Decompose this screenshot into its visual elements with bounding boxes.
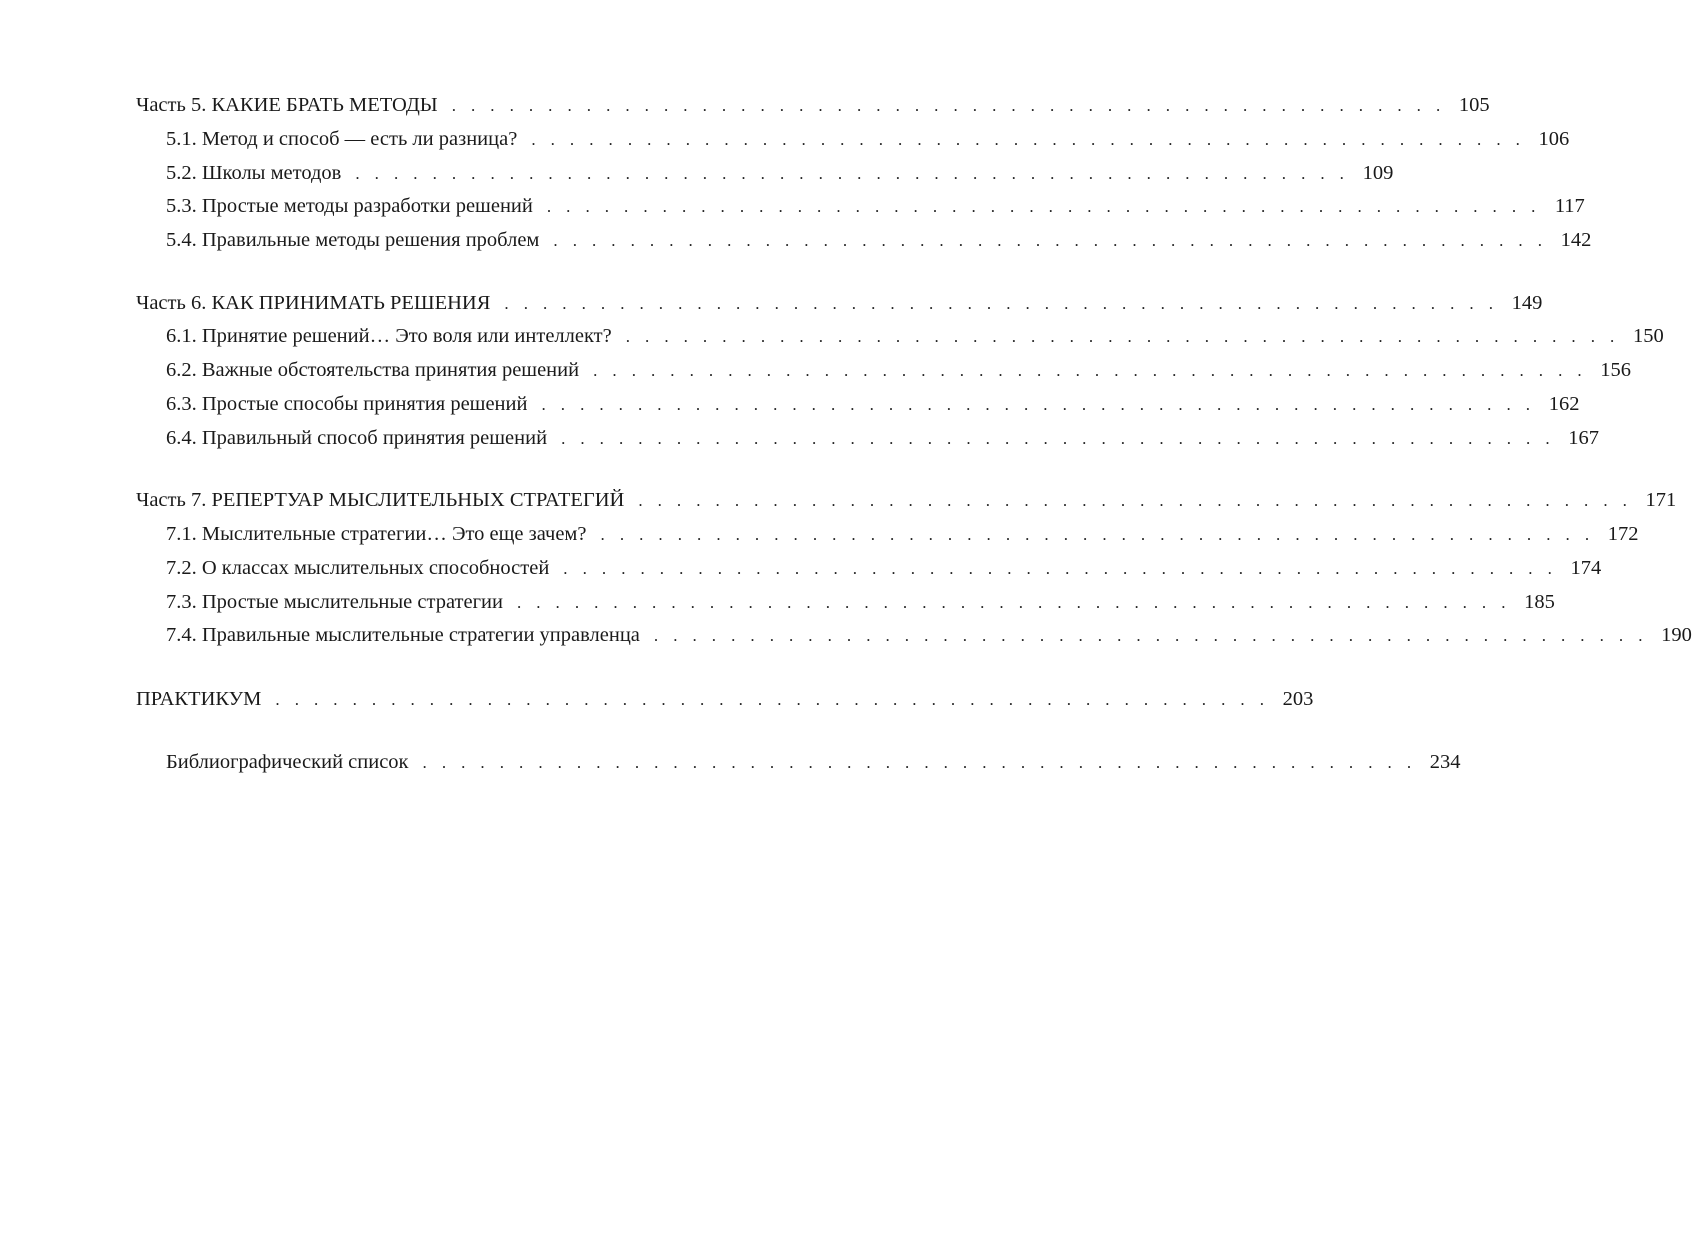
dot-leader: . . . . . . . . . . . . . . . . . . . . . . . . . . . . . . . . . . . . . . . . . . . . . . . . . . . .: [355, 163, 1350, 183]
toc-entry-title: 6.3. Простые способы принятия решений: [166, 392, 528, 415]
toc-entry-7-1[interactable]: [136, 518, 1639, 552]
toc-entry-title: 7.1. Мыслительные стратегии… Это еще зачем?: [166, 522, 587, 545]
dot-leader: . . . . . . . . . . . . . . . . . . . . . . . . . . . . . . . . . . . . . . . . . . . . . . . . . . . .: [504, 293, 1499, 313]
toc-entry-6-3[interactable]: [136, 388, 1580, 422]
toc-entry-part6[interactable]: [136, 287, 1543, 321]
toc-page-number: 150: [1632, 325, 1664, 348]
dot-leader: . . . . . . . . . . . . . . . . . . . . . . . . . . . . . . . . . . . . . . . . . . . . . . . . . . . .: [451, 96, 1446, 115]
toc-entry-bibliography[interactable]: [136, 746, 1461, 780]
toc-entry-7-2[interactable]: [136, 552, 1602, 586]
toc-entry-5-2[interactable]: [136, 157, 1394, 191]
dot-leader: . . . . . . . . . . . . . . . . . . . . . . . . . . . . . . . . . . . . . . . . . . . . . . . . . . . .: [561, 428, 1556, 448]
toc-entry-title: 7.4. Правильные мыслительные стратегии управленца: [166, 624, 640, 647]
toc-entry-title: 7.2. О классах мыслительных способностей: [166, 556, 550, 579]
toc-page-number: 149: [1511, 291, 1543, 314]
toc-entry-5-3[interactable]: [136, 190, 1585, 224]
dot-leader: . . . . . . . . . . . . . . . . . . . . . . . . . . . . . . . . . . . . . . . . . . . . . . . . . . . .: [625, 327, 1620, 347]
toc-page-number: 109: [1362, 161, 1394, 184]
toc-entry-title: 5.1. Метод и способ — есть ли разница?: [166, 127, 518, 150]
toc-entry-title: 5.4. Правильные методы решения проблем: [166, 229, 540, 252]
toc-page-number: 105: [1458, 94, 1490, 116]
toc-page-number: 203: [1282, 687, 1314, 710]
toc-entry-title: ПРАКТИКУМ: [136, 687, 262, 710]
toc-entry-title: 5.3. Простые методы разработки решений: [166, 195, 533, 218]
toc-entry-5-4[interactable]: [136, 224, 1592, 258]
toc-entry-5-1[interactable]: [136, 123, 1570, 157]
dot-leader: . . . . . . . . . . . . . . . . . . . . . . . . . . . . . . . . . . . . . . . . . . . . . . . . . . . .: [563, 558, 1558, 578]
toc-entry-title: 6.4. Правильный способ принятия решений: [166, 426, 548, 449]
toc-entry-part7[interactable]: [136, 484, 1677, 518]
dot-leader: . . . . . . . . . . . . . . . . . . . . . . . . . . . . . . . . . . . . . . . . . . . . . . . . . . . .: [593, 361, 1588, 381]
toc-page-number: 190: [1661, 624, 1692, 647]
table-of-contents: [136, 89, 1692, 780]
dot-leader: . . . . . . . . . . . . . . . . . . . . . . . . . . . . . . . . . . . . . . . . . . . . . . . . . . . .: [531, 129, 1526, 149]
toc-page-number: 117: [1554, 195, 1585, 218]
toc-entry-title: 5.2. Школы методов: [166, 161, 342, 184]
toc-page-number: 234: [1429, 750, 1461, 773]
toc-page-number: 171: [1645, 489, 1677, 512]
dot-leader: . . . . . . . . . . . . . . . . . . . . . . . . . . . . . . . . . . . . . . . . . . . . . . . . . . . .: [638, 491, 1633, 511]
dot-leader: . . . . . . . . . . . . . . . . . . . . . . . . . . . . . . . . . . . . . . . . . . . . . . . . . . . .: [422, 752, 1417, 772]
toc-page-number: 156: [1600, 359, 1632, 382]
toc-entry-7-3[interactable]: [136, 586, 1555, 620]
dot-leader: . . . . . . . . . . . . . . . . . . . . . . . . . . . . . . . . . . . . . . . . . . . . . . . . . . . .: [600, 524, 1595, 544]
toc-page-number: 172: [1607, 522, 1639, 545]
dot-leader: . . . . . . . . . . . . . . . . . . . . . . . . . . . . . . . . . . . . . . . . . . . . . . . . . . . .: [516, 592, 1511, 612]
dot-leader: . . . . . . . . . . . . . . . . . . . . . . . . . . . . . . . . . . . . . . . . . . . . . . . . . . . .: [553, 231, 1548, 251]
toc-entry-6-1[interactable]: [136, 320, 1664, 354]
toc-entry-part5[interactable]: [136, 89, 1490, 123]
toc-entry-title: Библиографический список: [166, 750, 409, 773]
toc-page-number: 162: [1548, 392, 1580, 415]
toc-entry-6-4[interactable]: [136, 422, 1600, 456]
toc-page-number: 185: [1524, 590, 1555, 613]
toc-entry-practicum[interactable]: [136, 683, 1314, 717]
toc-entry-title: Часть 6. КАК ПРИНИМАТЬ РЕШЕНИЯ: [136, 291, 491, 314]
toc-page-number: 167: [1568, 426, 1600, 449]
toc-entry-title: Часть 7. РЕПЕРТУАР МЫСЛИТЕЛЬНЫХ СТРАТЕГИЙ: [136, 489, 625, 512]
dot-leader: . . . . . . . . . . . . . . . . . . . . . . . . . . . . . . . . . . . . . . . . . . . . . . . . . . . .: [546, 197, 1541, 217]
dot-leader: . . . . . . . . . . . . . . . . . . . . . . . . . . . . . . . . . . . . . . . . . . . . . . . . . . . .: [653, 626, 1648, 646]
toc-entry-7-4[interactable]: [136, 619, 1692, 653]
toc-entry-title: Часть 5. КАКИЕ БРАТЬ МЕТОДЫ: [136, 94, 438, 116]
dot-leader: . . . . . . . . . . . . . . . . . . . . . . . . . . . . . . . . . . . . . . . . . . . . . . . . . . . .: [275, 689, 1270, 709]
toc-page-number: 142: [1560, 229, 1592, 252]
dot-leader: . . . . . . . . . . . . . . . . . . . . . . . . . . . . . . . . . . . . . . . . . . . . . . . . . . . .: [541, 394, 1536, 414]
toc-page-number: 174: [1570, 556, 1602, 579]
toc-page-number: 106: [1538, 127, 1570, 150]
toc-entry-title: 6.1. Принятие решений… Это воля или интеллект?: [166, 325, 612, 348]
toc-entry-title: 6.2. Важные обстоятельства принятия решений: [166, 359, 580, 382]
toc-entry-6-2[interactable]: [136, 354, 1632, 388]
toc-entry-title: 7.3. Простые мыслительные стратегии: [166, 590, 503, 613]
